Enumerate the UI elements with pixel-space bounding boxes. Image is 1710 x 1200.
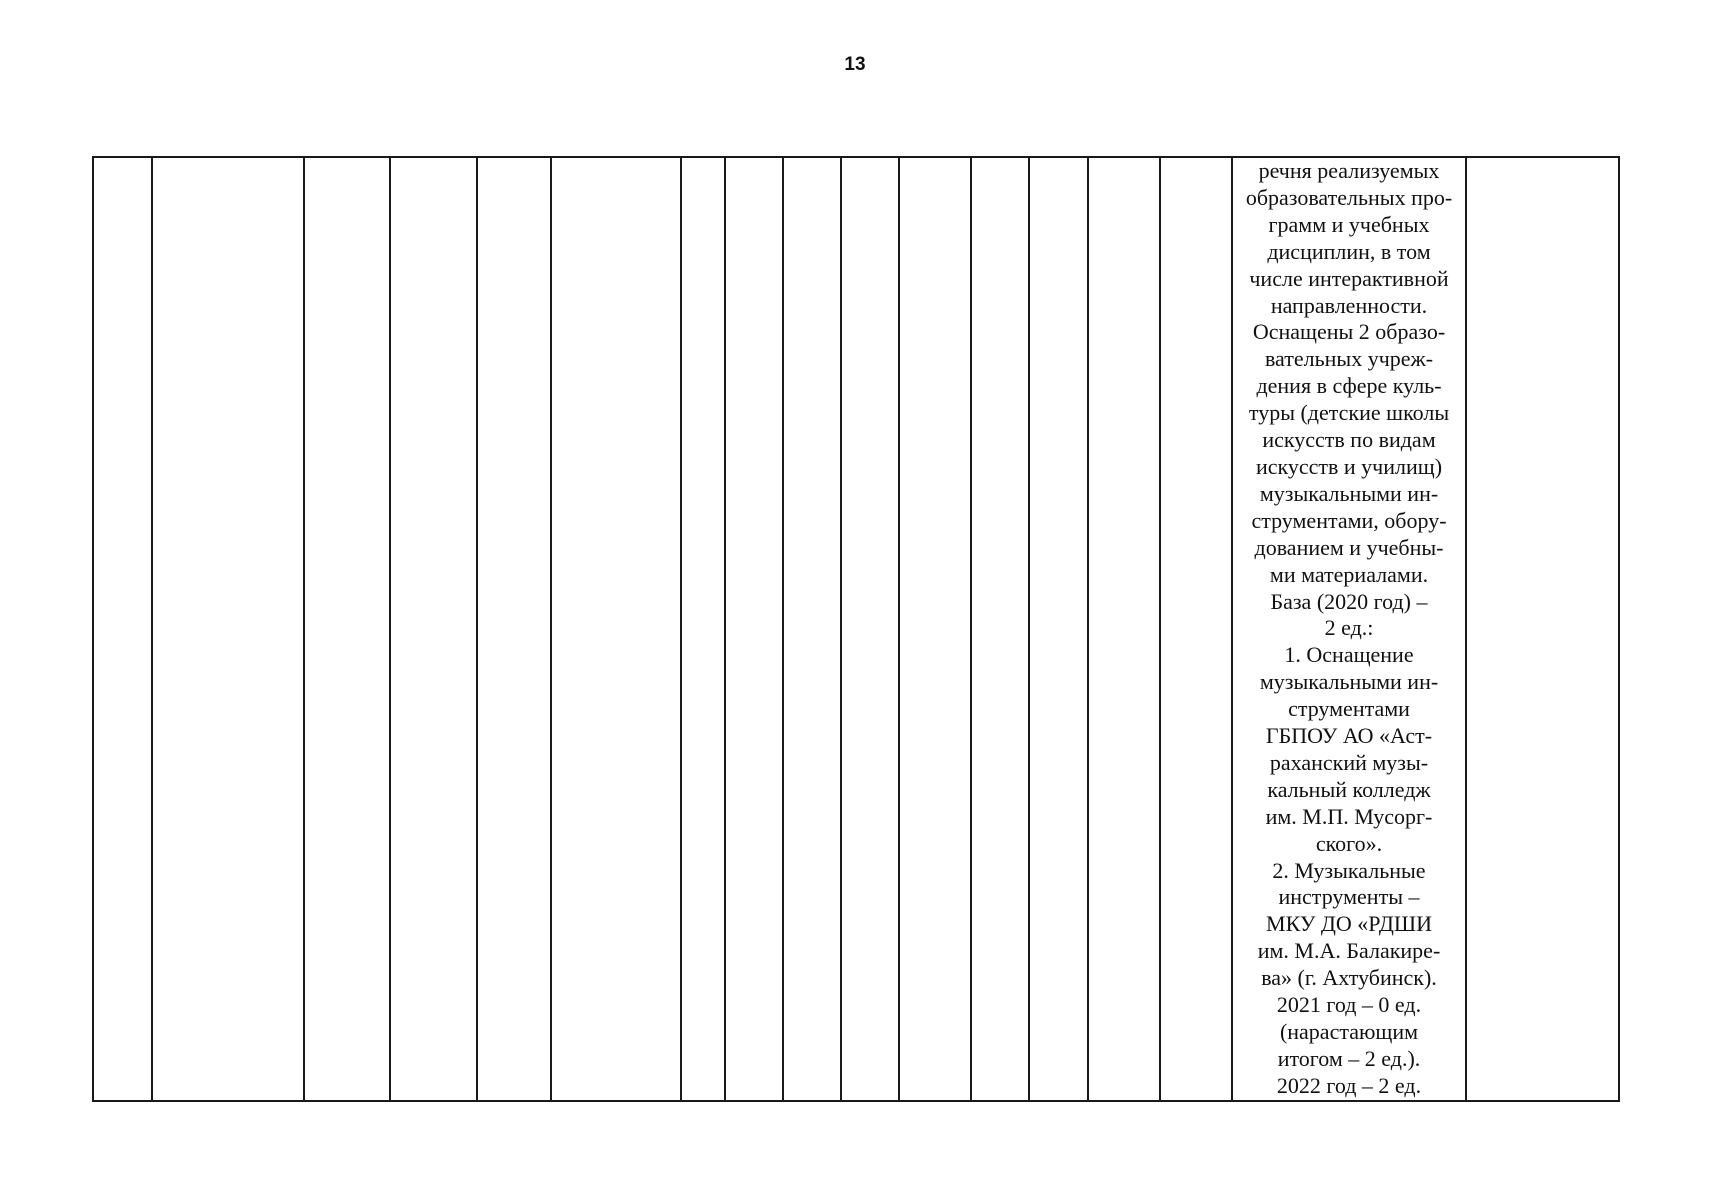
page-number: 13: [844, 54, 866, 75]
description-line: 2 ед.:: [1324, 615, 1374, 641]
description-line: искусств и училищ): [1255, 453, 1443, 479]
table-cell-13: [1029, 157, 1088, 1101]
description-line: струментами, обору-: [1251, 507, 1447, 533]
table-cell-14: [1088, 157, 1160, 1101]
description-line: речня реализуемых: [1258, 158, 1440, 183]
data-table: [92, 156, 1620, 1102]
table-cell-8: [725, 157, 783, 1101]
description-line: 2022 год – 2 ед.: [1276, 1072, 1422, 1098]
description-line: ва» (г. Ахтубинск).: [1261, 965, 1437, 991]
table-cell-7: [681, 157, 725, 1101]
description-line: искусств по видам: [1262, 427, 1436, 453]
description-line: Оснащены 2 образо-: [1252, 319, 1446, 345]
description-line: им. М.П. Мусорг-: [1265, 803, 1433, 829]
table-cell-1: [93, 157, 152, 1101]
description-line: направленности.: [1270, 292, 1428, 318]
description-line: ми материалами.: [1269, 561, 1429, 587]
table-cell-3: [304, 157, 390, 1101]
description-line: дованием и учебны-: [1254, 534, 1444, 560]
table-cell-5: [477, 157, 551, 1101]
table-cell-6: [551, 157, 681, 1101]
table-cell-12: [971, 157, 1029, 1101]
description-line: (нарастающим: [1279, 1019, 1419, 1044]
description-line: дения в сфере куль-: [1256, 373, 1442, 399]
table-cell-10: [841, 157, 899, 1101]
table-row: [93, 157, 1619, 1101]
description-line: 2021 год – 0 ед.: [1276, 992, 1422, 1018]
description-line: музыкальными ин-: [1259, 669, 1439, 695]
description-line: струментами: [1288, 696, 1410, 722]
description-line: кальный колледж: [1267, 776, 1431, 802]
description-line: итогом – 2 ед.).: [1277, 1045, 1421, 1071]
table-cell-4: [390, 157, 477, 1101]
description-line: МКУ ДО «РДШИ: [1266, 911, 1432, 937]
description-line: грамм и учебных: [1268, 211, 1430, 237]
description-line: 1. Оснащение: [1284, 642, 1414, 668]
description-line: дисциплин, в том: [1267, 238, 1431, 264]
description-line: им. М.А. Балакире-: [1257, 938, 1441, 964]
description-line: вательных учреж-: [1264, 346, 1434, 372]
table-cell-2: [152, 157, 304, 1101]
table-cell-17: [1466, 157, 1619, 1101]
description-line: числе интерактивной: [1249, 265, 1449, 291]
description-line: образовательных про-: [1245, 184, 1453, 210]
description-line: ГБПОУ АО «Аст-: [1265, 723, 1433, 749]
description-line: инструменты –: [1278, 884, 1420, 910]
table-cell-11: [899, 157, 971, 1101]
description-line: музыкальными ин-: [1259, 480, 1439, 506]
description-cell: [1232, 157, 1466, 1101]
description-line: ского».: [1315, 830, 1383, 856]
description-line: туры (детские школы: [1248, 400, 1450, 426]
table-cell-15: [1160, 157, 1232, 1101]
table-cell-9: [783, 157, 841, 1101]
description-line: 2. Музыкальные: [1272, 857, 1426, 883]
description-line: раханский музы-: [1269, 749, 1429, 775]
description-line: База (2020 год) –: [1270, 588, 1428, 614]
